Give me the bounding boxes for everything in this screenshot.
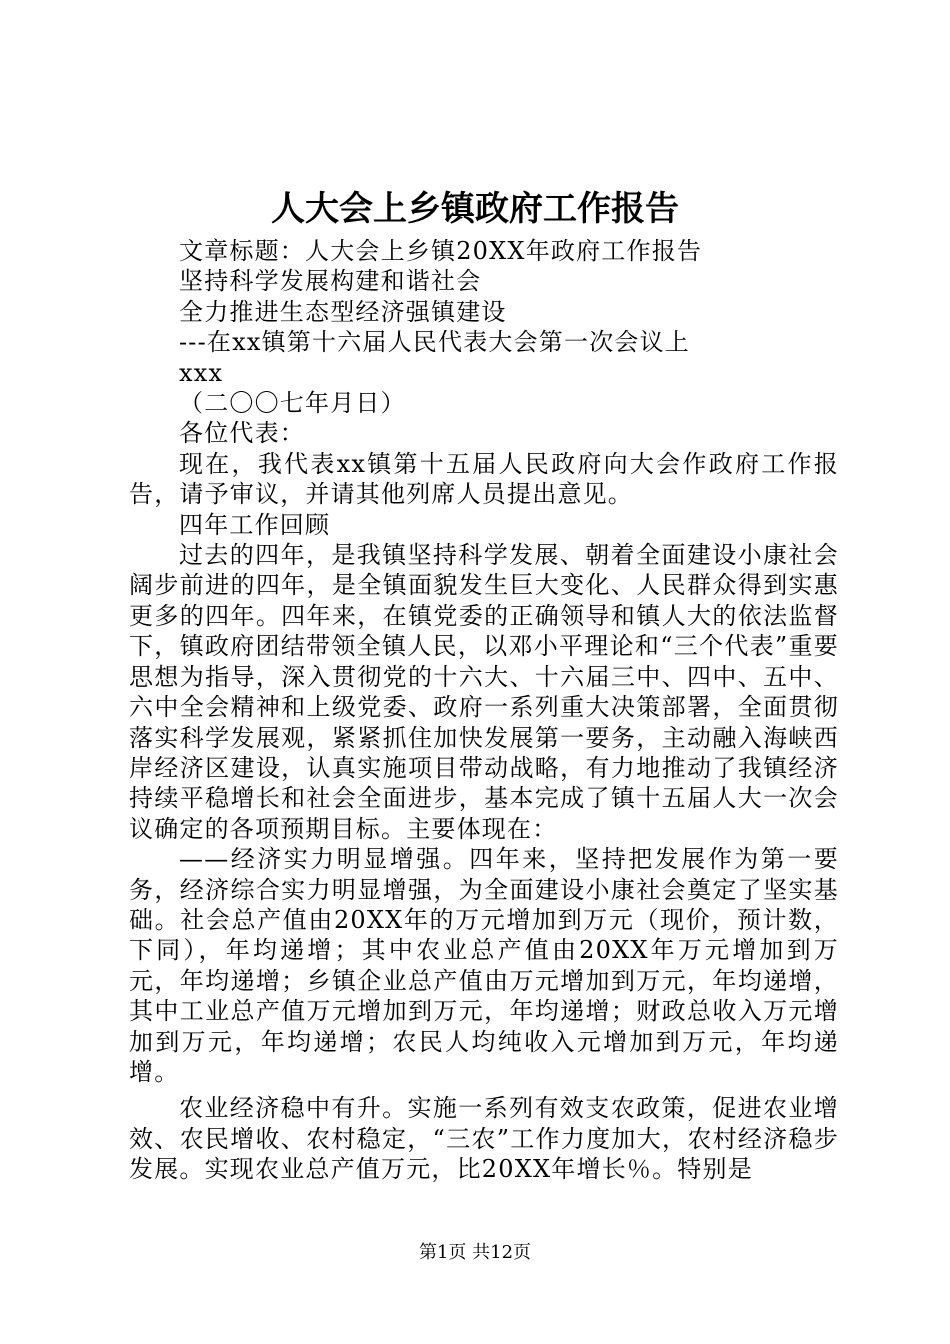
document-title: 人大会上乡镇政府工作报告 [271,189,679,229]
date-line: （二〇〇七年月日） [179,389,406,418]
intro-paragraph: 现在，我代表xx镇第十五届人民政府向大会作政府工作报告，请予审议，并请其他列席人员提出意见。 [129,449,839,509]
salutation-line: 各位代表： [179,419,305,448]
subtitle-line-2: 全力推进生态型经济强镇建设 [179,297,507,326]
article-title-line: 文章标题：人大会上乡镇20XX年政府工作报告 [179,237,703,265]
economy-paragraph: ——经济实力明显增强。四年来，坚持把发展作为第一要务，经济综合实力明显增强，为全面建设小康社会奠定了坚实基础。社会总产值由20XX年的万元增加到万元（现价，预计数，下同），年均递增；其中农业总产值由20XX年万元增加到万元，年均递增；乡镇企业总产值由万元增加到万元，年均递增，其中工业总产值万元增加到万元，年均递增；财政总收入万元增加到万元，年均递增；农民人均纯收入元增加到万元，年均递增。 [129,845,839,1086]
section-heading: 四年工作回顾 [179,510,331,539]
page-number: 第1页 共12页 [418,1242,532,1263]
speaker-line: xxx [179,358,224,387]
document-body [129,236,839,1185]
agriculture-paragraph: 农业经济稳中有升。实施一系列有效支农政策，促进农业增效、农民增收、农村稳定，“三农”工作力度加大，农村经济稳步发展。实现农业总产值万元，比20XX年增长％。特别是 [129,1094,839,1184]
review-paragraph: 过去的四年，是我镇坚持科学发展、朝着全面建设小康社会阔步前进的四年，是全镇面貌发生巨大变化、人民群众得到实惠更多的四年。四年来，在镇党委的正确领导和镇人大的依法监督下，镇政府团结带领全镇人民，以邓小平理论和“三个代表”重要思想为指导，深入贯彻党的十六大、十六届三中、四中、五中、六中全会精神和上级党委、政府一系列重大决策部署，全面贯彻落实科学发展观，紧紧抓住加快发展第一要务，主动融入海峡西岸经济区建设，认真实施项目带动战略，有力地推动了我镇经济持续平稳增长和社会全面进步，基本完成了镇十五届人大一次会议确定的各项预期目标。主要体现在： [129,541,839,843]
subtitle-line-1: 坚持科学发展构建和谐社会 [179,267,482,296]
meeting-line: ---在xx镇第十六届人民代表大会第一次会议上 [179,328,690,357]
